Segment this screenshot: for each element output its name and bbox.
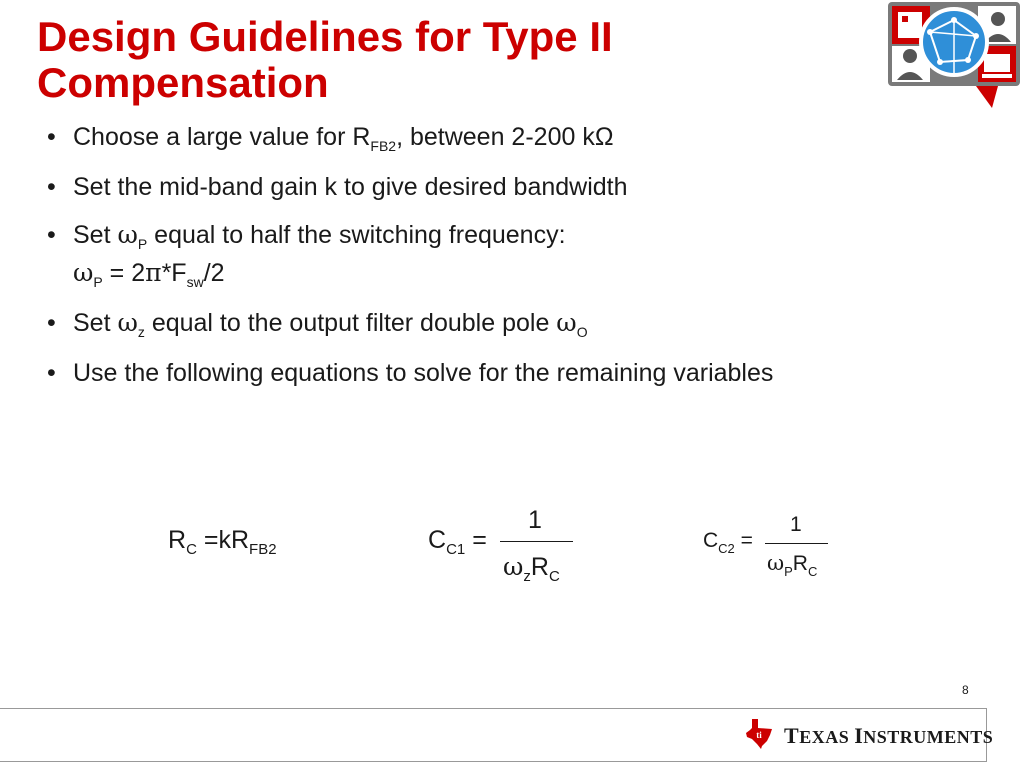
omega-symbol: ω	[117, 220, 138, 249]
bullet-item	[45, 122, 975, 152]
eq-equals: =	[472, 526, 487, 554]
eq-subscript: C1	[446, 541, 466, 558]
eq-symbol: C	[703, 529, 719, 552]
formula-text: = 2	[102, 259, 146, 287]
slide-title	[37, 14, 837, 106]
bullet-text: Set the mid-band gain k to give desired bandwidth	[73, 173, 628, 201]
wordmark-cap: T	[784, 723, 800, 748]
formula-text: *F	[161, 259, 187, 287]
svg-text:ti: ti	[756, 730, 762, 740]
subscript: z	[137, 324, 145, 340]
wordmark-text: EXAS	[799, 727, 855, 747]
texas-state-icon	[746, 719, 772, 749]
omega-symbol: ω	[767, 551, 785, 575]
eq-equals: =	[203, 526, 219, 554]
subscript: O	[576, 324, 588, 340]
equation-cc2-denominator	[767, 551, 817, 579]
eq-numerator: 1	[528, 506, 542, 534]
bullet-dot: •	[47, 359, 56, 387]
eq-subscript: FB2	[249, 541, 277, 558]
equation-cc2-lhs	[703, 529, 753, 556]
eq-symbol: kR	[218, 526, 250, 554]
formula-line	[73, 258, 975, 288]
pi-symbol: π	[145, 258, 162, 287]
bullet-dot: •	[47, 123, 56, 151]
title-line-2: Compensation	[37, 59, 329, 106]
title-line-1: Design Guidelines for Type II	[37, 13, 613, 60]
omega-symbol: ω	[117, 308, 138, 337]
equation-cc1-numerator	[528, 506, 542, 535]
bullet-item	[45, 220, 975, 288]
eq-subscript: P	[784, 564, 793, 579]
equation-cc1-denominator	[503, 552, 560, 585]
bullet-text: Set	[73, 221, 118, 249]
bullet-item	[45, 308, 975, 338]
subscript: P	[137, 236, 148, 252]
bullet-dot: •	[47, 221, 56, 249]
globe-network-people-icon	[888, 2, 1020, 108]
omega-symbol: ω	[503, 552, 524, 581]
bullet-text: , between 2-200 kΩ	[396, 123, 614, 151]
fraction-bar	[765, 543, 828, 544]
equation-rc	[168, 526, 277, 558]
eq-subscript: C	[548, 568, 560, 585]
bullet-text: equal to half the switching frequency:	[147, 221, 566, 249]
eq-symbol: R	[792, 552, 808, 575]
bullet-dot: •	[47, 309, 56, 337]
fraction-bar	[500, 541, 573, 542]
equation-cc2-numerator	[790, 513, 802, 537]
subscript: P	[93, 274, 103, 290]
bullet-dot: •	[47, 173, 56, 201]
omega-symbol: ω	[73, 258, 94, 287]
bullet-item	[45, 172, 975, 202]
ti-wordmark	[784, 723, 993, 749]
bullet-text: Set	[73, 309, 118, 337]
eq-symbol: R	[530, 553, 549, 581]
eq-subscript: C	[186, 541, 197, 558]
eq-numerator: 1	[790, 513, 802, 536]
subscript: FB2	[370, 138, 397, 154]
eq-subscript: C2	[718, 541, 735, 556]
bullet-text: Choose a large value for R	[73, 123, 371, 151]
eq-subscript: z	[523, 568, 531, 585]
bullet-item	[45, 358, 975, 388]
eq-equals: =	[740, 529, 753, 552]
omega-symbol: ω	[556, 308, 577, 337]
bullet-list	[45, 122, 975, 388]
bullet-text: Use the following equations to solve for the remaining variables	[73, 359, 774, 387]
eq-symbol: R	[168, 526, 187, 554]
formula-text: /2	[203, 259, 225, 287]
bullet-text: equal to the output filter double pole	[144, 309, 557, 337]
page-number: 8	[962, 683, 969, 697]
wordmark-text: NSTRUMENTS	[863, 727, 994, 747]
subscript: sw	[186, 274, 204, 290]
eq-symbol: C	[428, 526, 447, 554]
eq-subscript: C	[807, 564, 818, 579]
wordmark-cap: I	[854, 723, 864, 748]
equation-cc1-lhs	[428, 526, 487, 558]
